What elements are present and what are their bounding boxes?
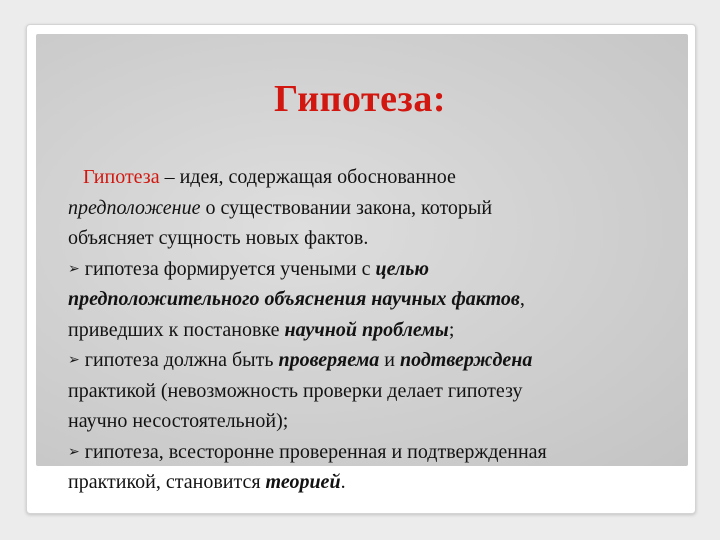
bullet-text: гипотеза формируется учеными с [79,257,376,280]
bullet-1-line-2 [68,284,668,315]
bullet-emphasis: предположительного объяснения научных фактов [68,288,520,310]
definition-line-3 [68,223,668,254]
bullet-2-line-3 [68,406,668,437]
bullet-text: , [519,288,525,310]
bullet-text: ; [448,318,455,341]
arrow-bullet-icon: ➢ [68,260,80,277]
bullet-2-line-2 [68,376,668,407]
bullet-3-line-2 [68,467,668,498]
bullet-text: практикой (невозможность проверки делает гипотезу [68,379,523,402]
bullet-emphasis: теорией [265,471,341,493]
bullet-2-line-1 [68,345,668,376]
bullet-text: . [340,471,346,493]
definition-text: объясняет сущность новых фактов. [68,227,369,249]
bullet-text: гипотеза, всесторонне проверенная и подтвержденная [79,440,547,463]
bullet-1-line-3 [68,315,668,346]
definition-text: о существовании закона, который [200,196,493,219]
definition-italic: предположение [68,196,201,219]
bullet-emphasis: проверяема [278,349,380,371]
bullet-text: гипотеза должна быть [79,349,279,371]
bullet-emphasis: подтверждена [400,349,533,371]
bullet-text: практикой, становится [68,471,266,493]
bullet-emphasis: целью [375,257,429,280]
bullet-text: и [379,349,400,371]
definition-line-2 [68,193,668,224]
bullet-1-line-1 [68,254,668,285]
arrow-bullet-icon: ➢ [68,352,80,368]
bullet-emphasis: научной проблемы [284,318,449,341]
arrow-bullet-icon: ➢ [68,443,80,460]
bullet-3-line-1 [68,437,668,468]
definition-text: – идея, содержащая обоснованное [159,166,456,188]
slide-title: Гипотеза: [274,78,446,120]
bullet-text: научно несостоятельной); [68,410,289,432]
slide-content [68,162,668,498]
definition-term: Гипотеза [83,166,160,188]
definition-line-1 [68,162,668,193]
bullet-text: приведших к постановке [68,318,285,341]
